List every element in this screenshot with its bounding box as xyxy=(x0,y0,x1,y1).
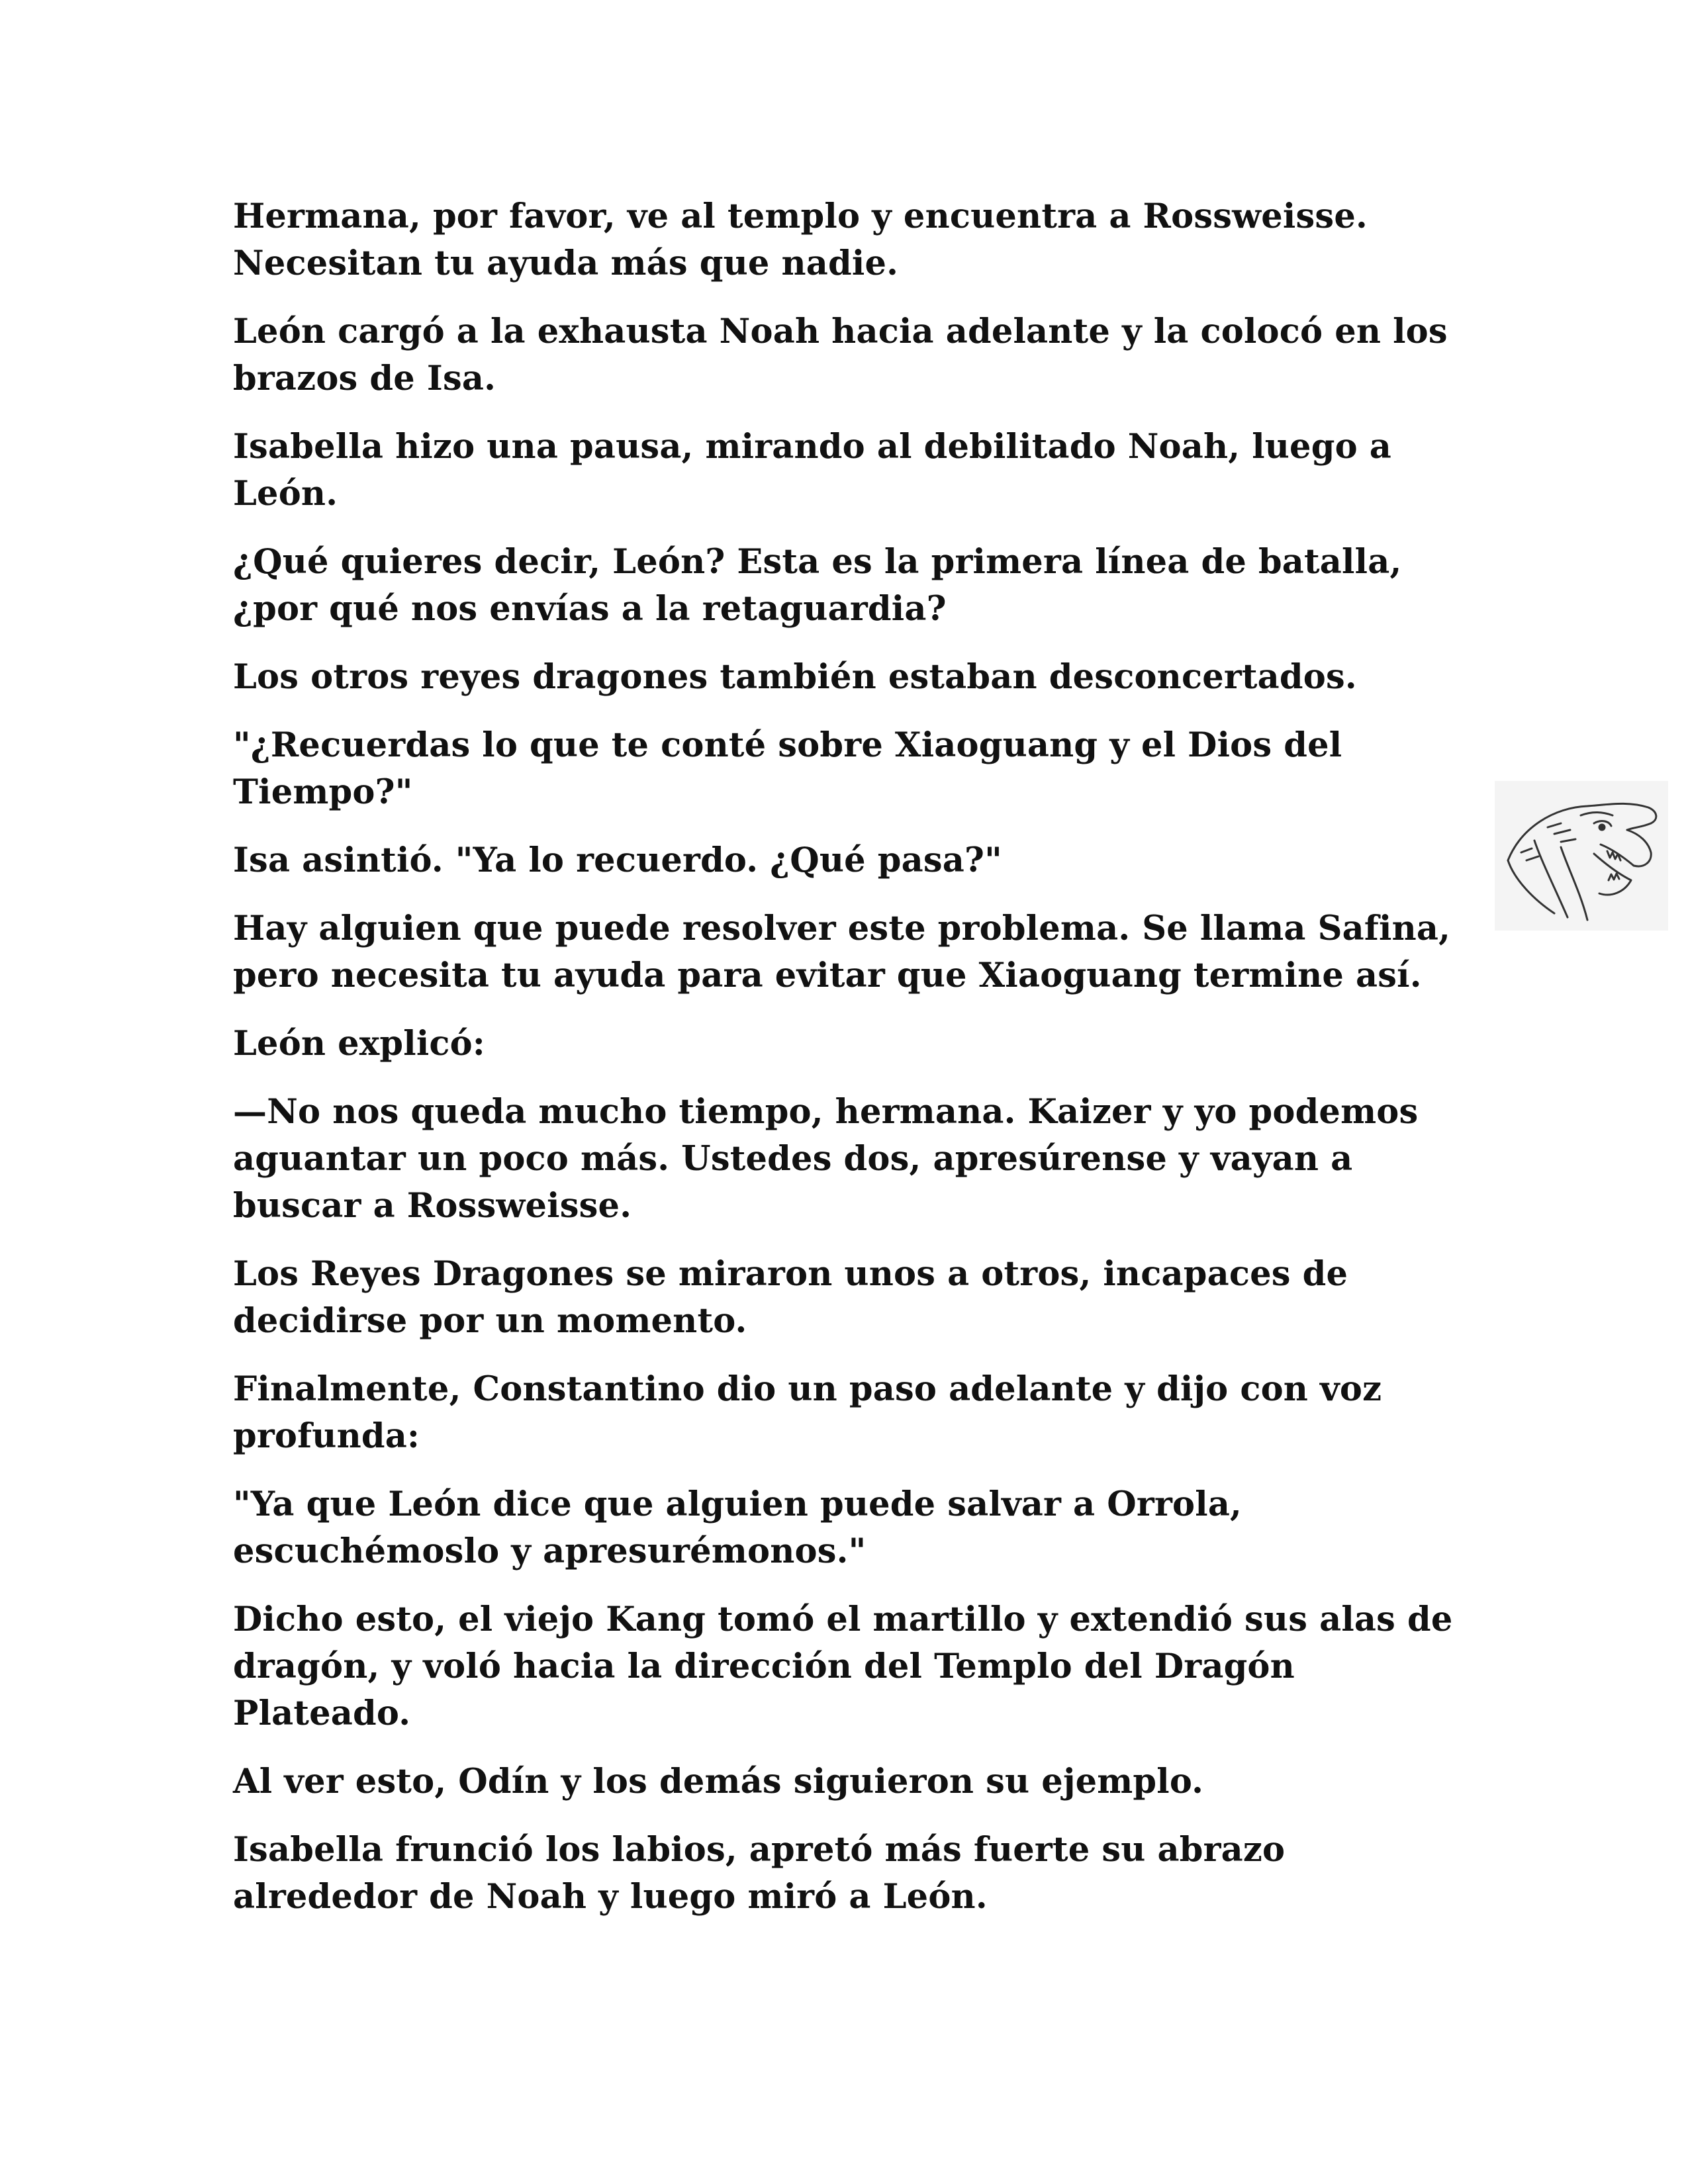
paragraph: Al ver esto, Odín y los demás siguieron su ejemplo. xyxy=(233,1762,1204,1801)
paragraph: León explicó: xyxy=(233,1024,485,1064)
paragraph: Los otros reyes dragones también estaban desconcertados. xyxy=(233,657,1357,697)
paragraph: ¿Qué quieres decir, León? Esta es la primera línea de batalla, ¿por qué nos envías a la retaguardia? xyxy=(233,542,1402,629)
paragraph: León cargó a la exhausta Noah hacia adelante y la colocó en los brazos de Isa. xyxy=(233,312,1448,398)
paragraph: Isa asintió. "Ya lo recuerdo. ¿Qué pasa?" xyxy=(233,841,1002,880)
paragraph: Hay alguien que puede resolver este problema. Se llama Safina, pero necesita tu ayuda para evitar que Xiaoguang termine así. xyxy=(233,909,1451,995)
paragraph: "¿Recuerdas lo que te conté sobre Xiaoguang y el Dios del Tiempo?" xyxy=(233,725,1342,812)
story-text xyxy=(233,193,1477,1942)
paragraph: Isabella hizo una pausa, mirando al debilitado Noah, luego a León. xyxy=(233,427,1391,514)
paragraph: Isabella frunció los labios, apretó más fuerte su abrazo alrededor de Noah y luego miró a León. xyxy=(233,1830,1286,1917)
dinosaur-head-sketch-icon xyxy=(1495,781,1668,931)
paragraph: "Ya que León dice que alguien puede salvar a Orrola, escuchémoslo y apresurémonos." xyxy=(233,1484,1243,1571)
paragraph: Los Reyes Dragones se miraron unos a otros, incapaces de decidirse por un momento. xyxy=(233,1254,1348,1341)
paragraph: Hermana, por favor, ve al templo y encuentra a Rossweisse. Necesitan tu ayuda más que nadie. xyxy=(233,197,1368,283)
paragraph: —No nos queda mucho tiempo, hermana. Kaizer y yo podemos aguantar un poco más. Ustedes dos, apresúrense y vayan a buscar a Rossweisse. xyxy=(233,1092,1419,1226)
paragraph: Finalmente, Constantino dio un paso adelante y dijo con voz profunda: xyxy=(233,1369,1382,1456)
paragraph: Dicho esto, el viejo Kang tomó el martillo y extendió sus alas de dragón, y voló hacia la dirección del Templo del Dragón Plateado. xyxy=(233,1600,1453,1733)
